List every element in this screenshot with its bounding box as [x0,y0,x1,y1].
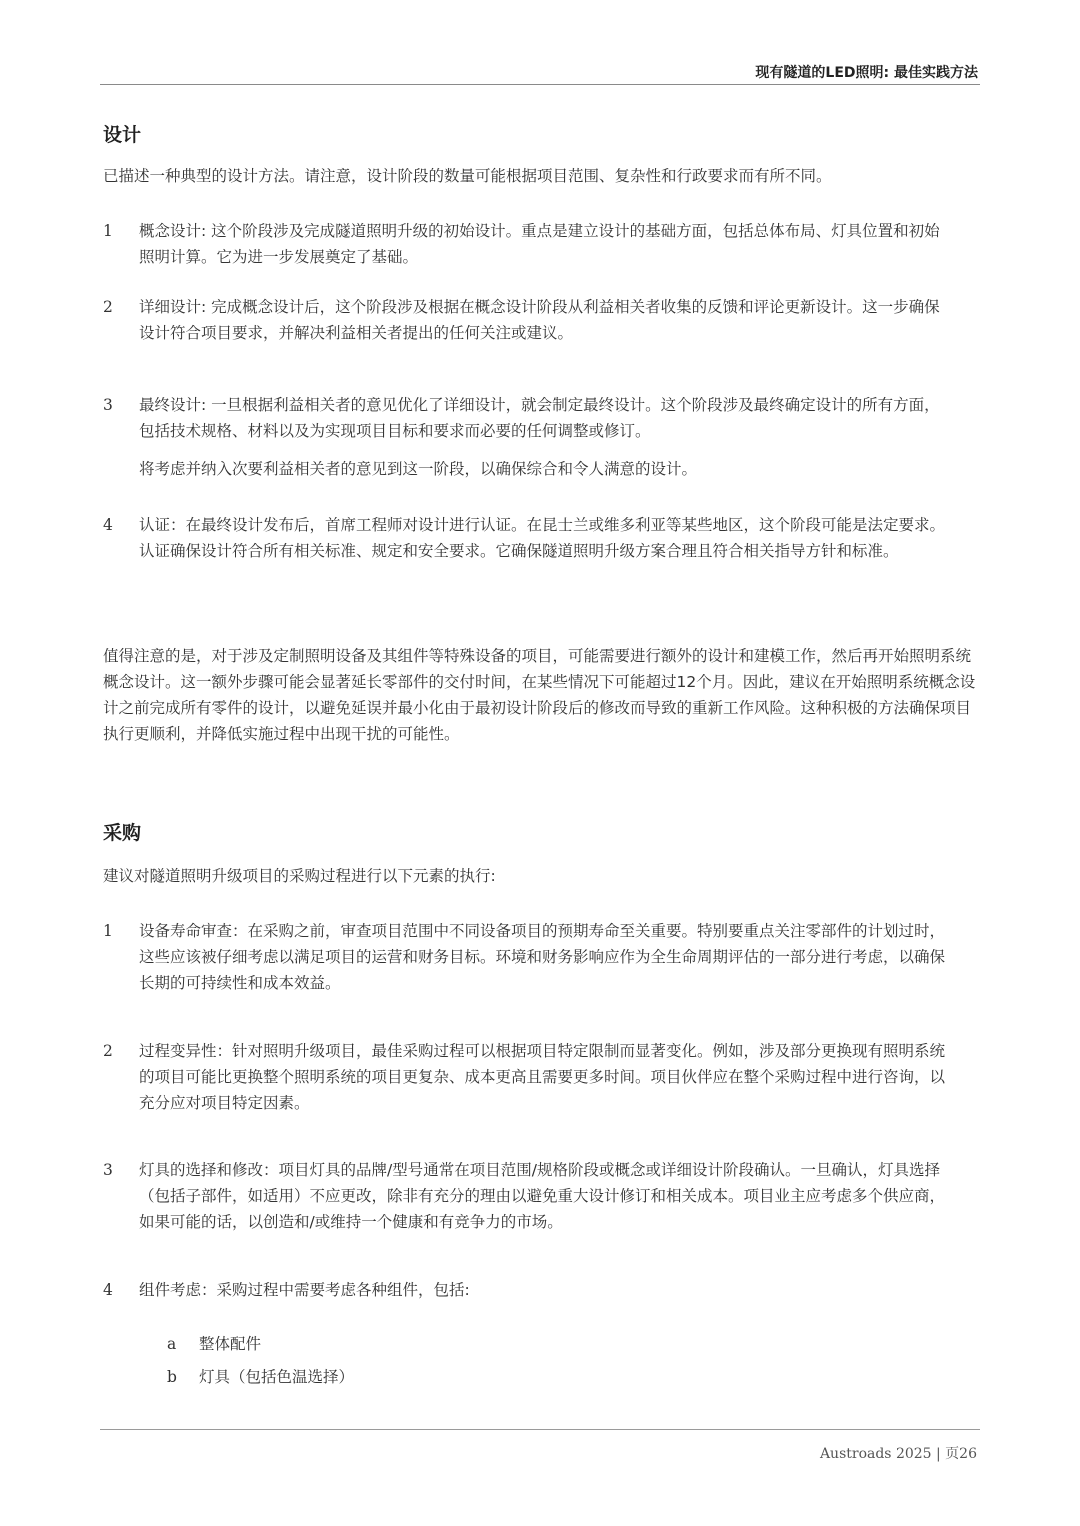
design-intro: 已描述一种典型的设计方法。请注意，设计阶段的数量可能根据项目范围、复杂性和行政要求而有所不同。 [103,167,832,185]
design-item-1 [103,218,953,270]
item-number: 3 [103,396,113,414]
page-footer: Austroads 2025 | 页26 [819,1446,977,1462]
footer-divider [100,1429,980,1430]
subitem-letter: b [167,1368,177,1386]
item-number: 2 [103,298,113,316]
item-text: 认证：在最终设计发布后，首席工程师对设计进行认证。在昆士兰或维多利亚等某些地区，这个阶段可能是法定要求。认证确保设计符合所有相关标准、规定和安全要求。它确保隧道照明升级方案合理且符合相关指导方针和标准。 [139,516,946,560]
design-item-3 [103,392,953,482]
subitem-text: 灯具（包括色温选择） [199,1368,355,1386]
item-number: 2 [103,1042,113,1060]
item-text: 灯具的选择和修改：项目灯具的品牌/型号通常在项目范围/规格阶段或概念或详细设计阶段确认。一旦确认，灯具选择（包括子部件，如适用）不应更改，除非有充分的理由以避免重大设计修订和相关成本。项目业主应考虑多个供应商，如果可能的话，以创造和/或维持一个健康和有竞争力的市场。 [139,1161,946,1231]
item-text: 详细设计: 完成概念设计后，这个阶段涉及根据在概念设计阶段从利益相关者收集的反馈和评论更新设计。这一步确保设计符合项目要求，并解决利益相关者提出的任何关注或建议。 [139,298,940,342]
item-number: 1 [103,222,113,240]
procurement-item-3 [103,1157,953,1235]
procurement-subitem-a [167,1331,261,1357]
procurement-subitem-b [167,1364,354,1390]
procurement-intro: 建议对隧道照明升级项目的采购过程进行以下元素的执行: [103,867,496,885]
design-note: 值得注意的是，对于涉及定制照明设备及其组件等特殊设备的项目，可能需要进行额外的设计和建模工作，然后再开始照明系统概念设计。这一额外步骤可能会显著延长零部件的交付时间，在某些情况下可能超过12个月。因此，建议在开始照明系统概念设计之前完成所有零件的设计，以避免延误并最小化由于最初设计阶段后的修改而导致的重新工作风险。这种积极的方法确保项目执行更顺利，并降低实施过程中出现干扰的可能性。 [103,647,976,743]
item-text: 设备寿命审查：在采购之前，审查项目范围中不同设备项目的预期寿命至关重要。特别要重点关注零部件的计划过时，这些应该被仔细考虑以满足项目的运营和财务目标。环境和财务影响应作为全生命周期评估的一部分进行考虑，以确保长期的可持续性和成本效益。 [139,922,946,992]
item-number: 4 [103,1281,113,1299]
page-header-title: 现有隧道的LED照明: 最佳实践方法 [755,65,978,81]
design-item-4 [103,512,953,564]
procurement-item-2 [103,1038,953,1116]
item-text: 组件考虑：采购过程中需要考虑各种组件，包括: [139,1281,470,1299]
header-divider [100,84,980,85]
item-number: 1 [103,922,113,940]
item-text: 最终设计: 一旦根据利益相关者的意见优化了详细设计，就会制定最终设计。这个阶段涉及最终确定设计的所有方面，包括技术规格、材料以及为实现项目目标和要求而必要的任何调整或修订。 [139,396,940,440]
design-item-2 [103,294,953,346]
item-number: 4 [103,516,113,534]
item-text: 过程变异性：针对照明升级项目，最佳采购过程可以根据项目特定限制而显著变化。例如，涉及部分更换现有照明系统的项目可能比更换整个照明系统的项目更复杂、成本更高且需要更多时间。项目伙伴应在整个采购过程中进行咨询，以充分应对项目特定因素。 [139,1042,946,1112]
item-text: 概念设计: 这个阶段涉及完成隧道照明升级的初始设计。重点是建立设计的基础方面，包括总体布局、灯具位置和初始照明计算。它为进一步发展奠定了基础。 [139,222,940,266]
item-extra-text: 将考虑并纳入次要利益相关者的意见到这一阶段，以确保综合和令人满意的设计。 [139,460,698,478]
procurement-item-1 [103,918,953,996]
item-number: 3 [103,1161,113,1179]
section-heading-procurement: 采购 [103,822,142,844]
subitem-letter: a [167,1335,177,1353]
section-heading-design: 设计 [103,124,142,146]
subitem-text: 整体配件 [199,1335,262,1353]
procurement-item-4 [103,1277,953,1303]
